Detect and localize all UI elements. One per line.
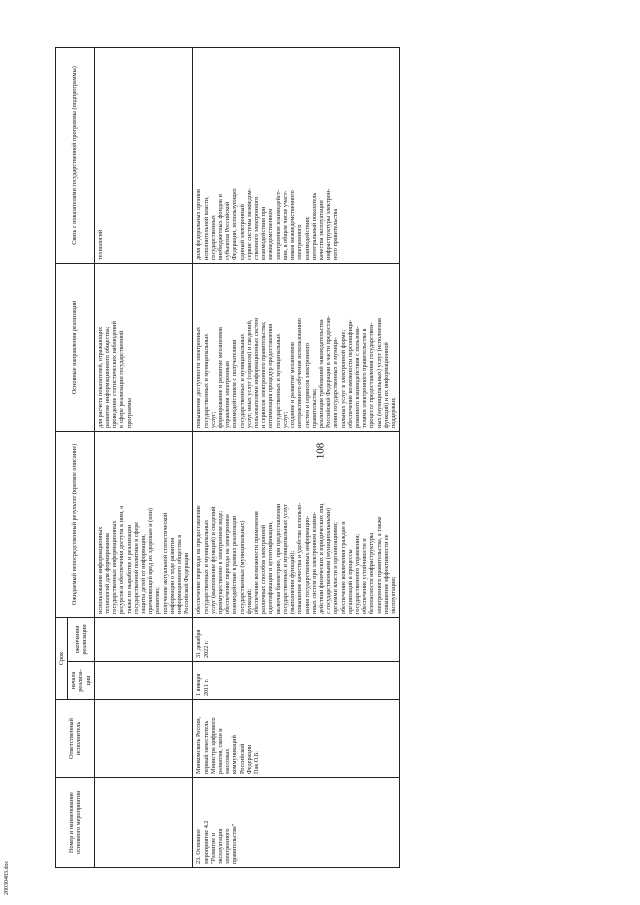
header-executor: Ответственный исполнитель <box>56 700 95 778</box>
table-row <box>193 47 400 867</box>
cell-directions: повышение доступности электронных государственных и муниципальных услуг; формирование и развитие механизмов управления электронным взаимодействием с получателями государственных и муниципальных услуг, иных услуг (сервисов) и сведений, пользователями информационных систем и сервисов электронного правительства; оптимизация процедур предоставления государственных и муниципальных услуг; создание и развитие механизмов интерактивного обучения использованию систем и сервисов электронного правительства; реализация требований законодательства Российской Федерации в части предостав- ления государственных и муници- пальных услуг в электронной форме; обеспечение возможности персонифици- рованного взаимодействия с пользова- телями электронного правительства в процессе предоставления государствен- ных (муниципальных) услуг (исполнения функций) и их информационной поддержки; <box>193 263 400 431</box>
page-number: 108 <box>314 442 327 460</box>
cell-relation: технологий <box>94 47 193 263</box>
cell-result: обеспечение перехода на предоставление государственных и муниципальных услуг (выполнение функций) и сведений преимущественно в электронном виде; обеспечение перехода на электронное взаимодействие в рамках реализации государственных (муниципальных) функций; обеспечение возможности применения различных способов электронной идентификации и аутентификации, включая биометрию, при предоставлении государственных и муниципальных услуг (выполнении функций); повышение качества и удобства использо- вания государственных информацио- нных систем при электронном взаимо- действии физических и юридических лиц с государственными (муниципальными) органами власти и организациями; обеспечение вовлечения граждан и организаций в процессы государственного управления; обеспечение устойчивости и безопасности инфраструктуры электронного правительства, а также повышение эффективности ее эксплуатации; <box>193 431 400 617</box>
header-directions: Основные направления реализации <box>56 263 95 431</box>
cell-executor <box>94 700 193 778</box>
cell-relation: доля федеральных органов исполнительной власти, государственных внебюджетных фондов и субъектов Российской Федерации, использующих единый электронный сервис системы межведом- ственного электронного взаимодействия при межведомственном электронном взаимодейст- вии, в общем числе участ- ников межведомственного электронного взаимодействия; интегральный показатель качества эксплуатации инфраструктуры электрон- ного правительства <box>193 47 400 263</box>
cell-start <box>94 662 193 700</box>
header-term: Срок <box>56 617 68 699</box>
cell-executor: Минкомсвязь России, первый заместитель Министра цифрового развития, связи и массовых коммуникаций Российской Федерации Пак О.Б. <box>193 700 400 778</box>
header-result: Ожидаемый непосредственный результат (краткое описание) <box>56 431 95 617</box>
header-relation: Связь с показателями государственной программы (подпрограммы) <box>56 47 95 263</box>
measures-table <box>55 47 400 868</box>
rotated-document-sheet <box>55 48 585 868</box>
table-row <box>94 47 193 867</box>
cell-end <box>94 617 193 661</box>
cell-number-name <box>94 778 193 868</box>
cell-result: использования информационных технологий для формирования государственных информационных ресурсов и обеспечения доступа к ним, а также по выработке и реализации государственной политики в сфере защиты детей от информации, причиняющей вред их здоровью и (или) развитию; получение актуальной статистической информации о ходе развития информационного общества в Российской Федерации <box>94 431 193 617</box>
header-start: начала реализа-ции <box>68 662 95 700</box>
document-code: 20030483.doc <box>4 860 10 895</box>
header-number-name: Номер и наименование основного мероприятия <box>56 778 95 868</box>
cell-directions: для расчета показателей, отражающих развитие информационного общества; проведение статистических наблюдений в сфере реализации государственной программы <box>94 263 193 431</box>
cell-number-name: 23. Основное мероприятие 4.2 "Развитие и эксплуатация электронного правительства" <box>193 778 400 868</box>
cell-start: 1 января 2011 г. <box>193 662 400 700</box>
header-end: окончания реализации <box>68 617 95 661</box>
cell-end: 31 декабря 2022 г. <box>193 617 400 661</box>
